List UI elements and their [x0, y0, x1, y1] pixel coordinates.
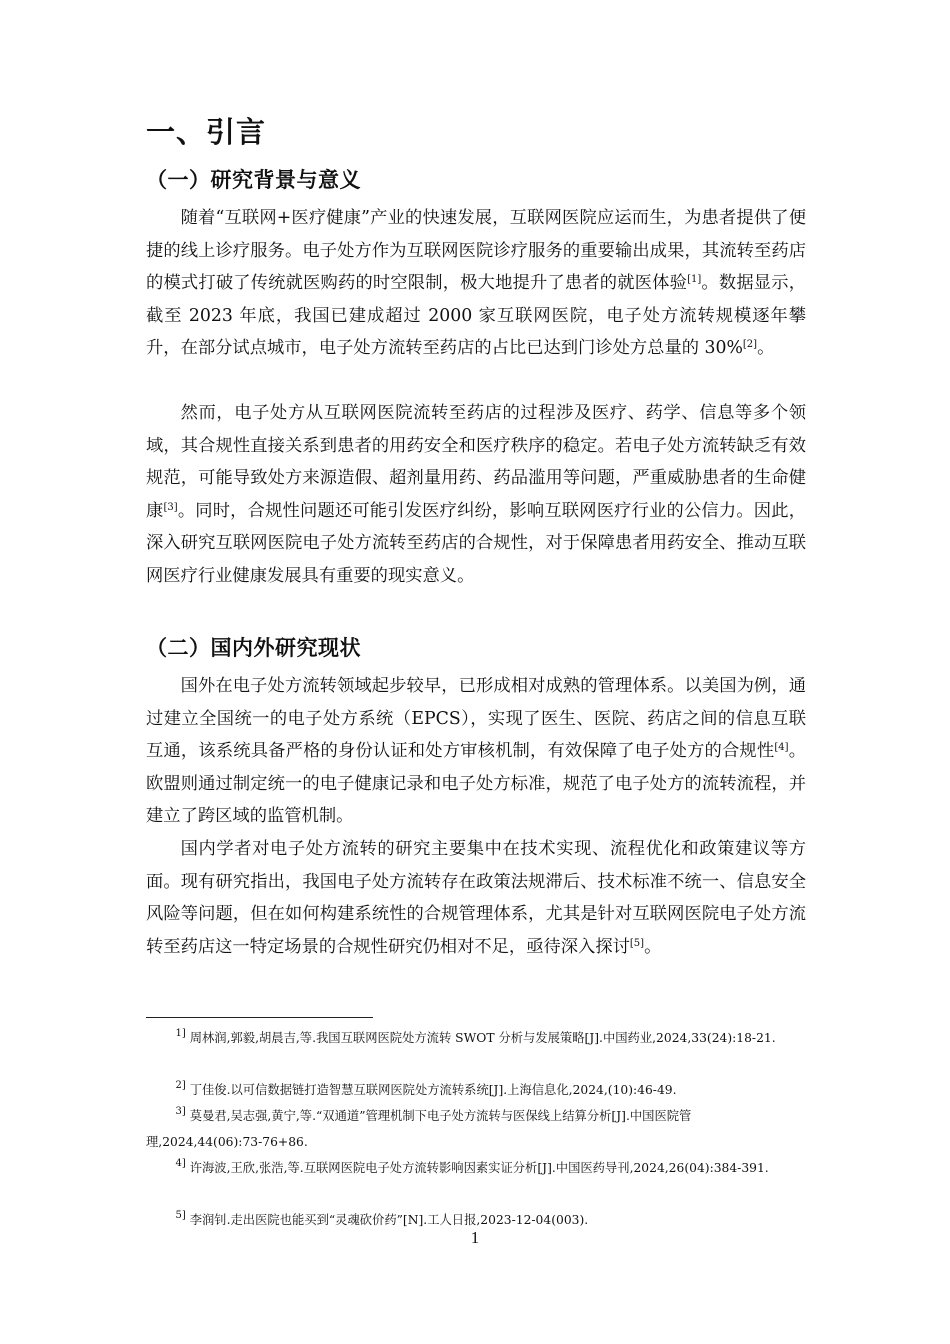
paragraph-background-1: [146, 202, 806, 365]
text-run: 然而，电子处方从互联网医院流转至药店的过程涉及医疗、药学、信息等多个领域，其合规性直接关系到患者的用药安全和医疗秩序的稳定。若电子处方流转缺乏有效规范，可能导致处方来源造假、超剂量用药、药品滥用等问题，严重威胁患者的生命健康: [146, 403, 806, 521]
text-run: 。同时，合规性问题还可能引发医疗纠纷，影响互联网医疗行业的公信力。因此，深入研究互联网医院电子处方流转至药店的合规性，对于保障患者用药安全、推动互联网医疗行业健康发展具有重要的现实意义。: [146, 500, 806, 586]
footnote-1: [146, 1025, 806, 1051]
footnote-2: [146, 1077, 806, 1103]
citation-ref: [1]: [687, 274, 702, 285]
footnote-mark: 2]: [175, 1080, 186, 1091]
footnote-text: 丁佳俊.以可信数据链打造智慧互联网医院处方流转系统[J].上海信息化,2024,(10):46-49.: [189, 1083, 677, 1097]
paragraph-background-2: [146, 397, 806, 592]
footnote-text: 李润钊.走出医院也能买到“灵魂砍价药”[N].工人日报,2023-12-04(003).: [189, 1213, 589, 1227]
footnote-mark: 4]: [175, 1158, 186, 1169]
footnote-text: 莫曼君,吴志强,黄宁,等.“双通道”管理机制下电子处方流转与医保线上结算分析[J].中国医院管理,2024,44(06):73-76+86.: [146, 1109, 692, 1149]
paragraph-status-2: [146, 833, 806, 963]
subsection-heading-background: （一）研究背景与意义: [146, 168, 361, 192]
text-run: 。: [757, 338, 775, 358]
citation-ref: [3]: [163, 501, 178, 513]
footnote-text: 周林润,郭毅,胡晨吉,等.我国互联网医院处方流转 SWOT 分析与发展策略[J].中国药业,2024,33(24):18-21.: [189, 1031, 776, 1045]
citation-ref: [4]: [774, 742, 789, 753]
citation-ref: [2]: [742, 339, 758, 350]
text-run: 。欧盟则通过制定统一的电子健康记录和电子处方标准，规范了电子处方的流转流程，并建立了跨区域的监管机制。: [146, 741, 806, 826]
text-run: 国内学者对电子处方流转的研究主要集中在技术实现、流程优化和政策建议等方面。现有研究指出，我国电子处方流转存在政策法规滞后、技术标准不统一、信息安全风险等问题，但在如何构建系统性的合规管理体系，尤其是针对互联网医院电子处方流转至药店这一特定场景的合规性研究仍相对不足，亟待深入探讨: [146, 839, 806, 957]
page-number: 1: [470, 1228, 480, 1247]
footnote-text: 许海波,王欣,张浩,等.互联网医院电子处方流转影响因素实证分析[J].中国医药导刊,2024,26(04):384-391.: [189, 1161, 769, 1175]
footnote-3: [146, 1103, 806, 1155]
text-run: 。数据显示，截至 2023 年底，我国已建成超过 2000 家互联网医院，电子处方流转规模逐年攀升，在部分试点城市，电子处方流转至药店的占比已达到门诊处方总量的 30%: [146, 273, 806, 358]
subsection-heading-status: （二）国内外研究现状: [146, 636, 361, 660]
section-title: 一、引言: [146, 115, 267, 149]
text-run: 随着“互联网+医疗健康”产业的快速发展，互联网医院应运而生，为患者提供了便捷的线上诊疗服务。电子处方作为互联网医院诊疗服务的重要输出成果，其流转至药店的模式打破了传统就医购药的时空限制，极大地提升了患者的就医体验: [146, 208, 806, 293]
text-run: 。: [644, 936, 662, 957]
footnote-4: [146, 1155, 806, 1181]
footnote-divider: [146, 1017, 373, 1018]
footnote-mark: 3]: [175, 1106, 186, 1117]
paragraph-status-1: [146, 670, 806, 833]
footnote-mark: 1]: [175, 1028, 186, 1039]
footnote-mark: 5]: [175, 1210, 186, 1221]
text-run: 国外在电子处方流转领域起步较早，已形成相对成熟的管理体系。以美国为例，通过建立全国统一的电子处方系统（EPCS），实现了医生、医院、药店之间的信息互联互通，该系统具备严格的身份认证和处方审核机制，有效保障了电子处方的合规性: [146, 676, 806, 761]
citation-ref: [5]: [629, 937, 645, 949]
